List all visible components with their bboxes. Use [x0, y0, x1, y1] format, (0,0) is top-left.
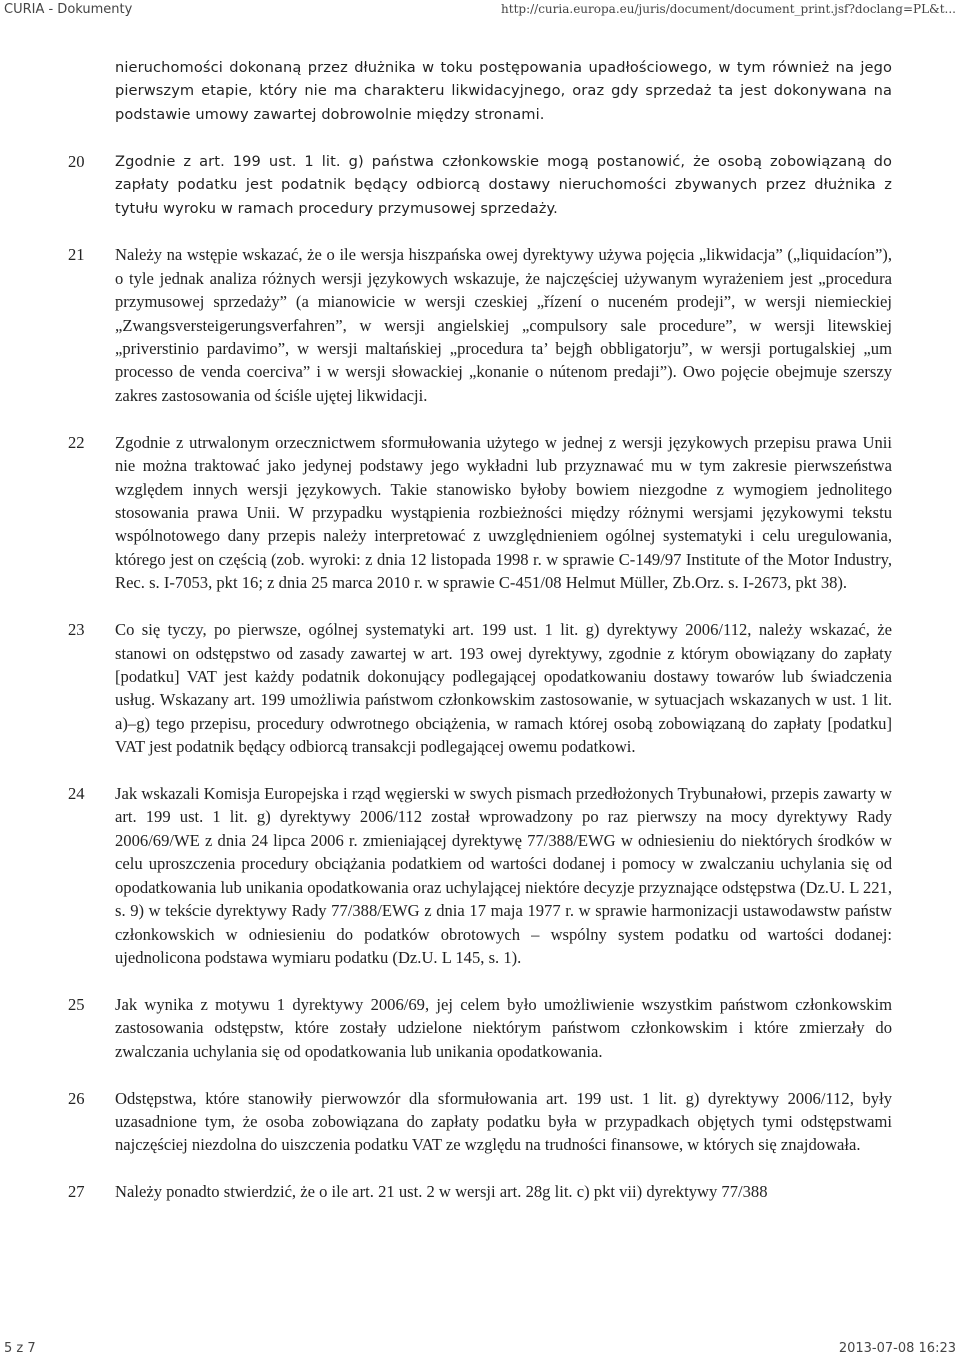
paragraph-27: [0, 1180, 960, 1203]
paragraph-text: Odstępstwa, które stanowiły pierwowzór dla sformułowania art. 199 ust. 1 lit. g) dyrektywy 2006/112, były uzasadnione tym, że osoba zobowiązana do zapłaty podatku była w przypadkach objętych tymi odstępstwami najczęściej niezdolna do uiszczenia podatku VAT ze względu na trudności finansowe, w których się znajdowała.: [115, 1088, 892, 1155]
document-body: [0, 56, 960, 1204]
paragraph-number: 21: [68, 245, 85, 265]
paragraph-text: Jak wynika z motywu 1 dyrektywy 2006/69, jej celem było umożliwienie wszystkim państwom członkowskim zastosowania odstępstw, które zostały udzielone niektórym państwom członkowskim i które zmierzały do zwalczania uchylania się od opodatkowania lub unikania opodatkowania.: [115, 994, 892, 1061]
paragraph-text: Zgodnie z utrwalonym orzecznictwem sformułowania użytego w jednej z wersji językowych przepisu prawa Unii nie można traktować jako jedynej podstawy jego wykładni lub przyznawać mu w tym zakresie pierwszeństwa względem innych wersji językowych. Takie stanowisko byłoby bowiem niezgodne z wymogiem jednolitego stosowania prawa Unii. W przypadku wystąpienia rozbieżności między różnymi wersjami językowymi tekstu wspólnotowego dany przepis należy interpretować z uwzględnieniem ogólnej systematyki i celu uregulowania, którego jest on częścią (zob. wyroki: z dnia 12 listopada 1998 r. w sprawie C-149/97 Institute of the Motor Industry, Rec. s. I-7053, pkt 16; z dnia 25 marca 2010 r. w sprawie C-451/08 Helmut Müller, Zb.Orz. s. I-2673, pkt 38).: [115, 432, 892, 593]
paragraph-21: [0, 243, 960, 407]
paragraph-number: 23: [68, 620, 85, 640]
print-datetime: 2013-07-08 16:23: [838, 1341, 956, 1356]
paragraph-number: 22: [68, 432, 85, 452]
paragraph-25: [0, 993, 960, 1063]
paragraph-text: Należy ponadto stwierdzić, że o ile art. 21 ust. 2 w wersji art. 28g lit. c) pkt vii) dyrektywy 77/388: [115, 1182, 768, 1202]
paragraph-22: [0, 431, 960, 595]
paragraph-number: 20: [68, 151, 85, 171]
page-title: CURIA - Dokumenty: [4, 2, 133, 17]
paragraph-number: 26: [68, 1088, 85, 1108]
paragraph-text: Należy na wstępie wskazać, że o ile wersja hiszpańska owej dyrektywy używa pojęcia „likwidacja” („liquidacíon”), o tyle jednak analiza różnych wersji językowych wskazuje, że najczęściej używanym wyrażeniem jest „procedura przymusowej sprzedaży” (a mianowicie w wersji czeskiej „řízení o nuceném prodeji”, w wersji niemieckiej „Zwangsversteigerungsverfahren”, w wersji angielskiej „compulsory sale procedure”, w wersji litewskiej „priverstinio pardavimo”, w wersji maltańskiej „procedura ta’ bejgħ obbligatorju”, w wersji portugalskiej „um processo de venda coerciva” i w wersji słowackiej „konanie o nútenom predaji”). Owo pojęcie obejmuje szerszy zakres zastosowania od ściśle ujętej likwidacji.: [115, 245, 892, 405]
page-url[interactable]: http://curia.europa.eu/juris/document/document_print.jsf?doclang=PL&t...: [501, 2, 956, 16]
print-header: [0, 0, 960, 18]
paragraph-text: Jak wskazali Komisja Europejska i rząd węgierski w swych pismach przedłożonych Trybunałowi, przepis zawarty w art. 199 ust. 1 lit. g) dyrektywy 2006/112 został wprowadzony po raz pierwszy na mocy dyrektywy Rady 2006/69/WE z dnia 24 lipca 2006 r. zmieniającej dyrektywę 77/388/EWG w odniesieniu do niektórych środków w celu uproszczenia procedury obciążania podatkiem od wartości dodanej i pomocy w zwalczaniu uchylania się od opodatkowania lub unikania opodatkowania oraz uchylającej niektóre decyzje przyznające odstępstwa (Dz.U. L 221, s. 9) w tekście dyrektywy Rady 77/388/EWG z dnia 17 maja 1977 r. w sprawie harmonizacji ustawodawstw państw członkowskich w odniesieniu do podatków obrotowych – wspólny system podatku od wartości dodanej: ujednolicona podstawa wymiaru podatku (Dz.U. L 145, s. 1).: [115, 784, 892, 967]
page-counter: 5 z 7: [4, 1341, 36, 1356]
paragraph-continuation: [0, 56, 960, 126]
paragraph-text: Zgodnie z art. 199 ust. 1 lit. g) państwa członkowskie mogą postanowić, że osobą zobowiązaną do zapłaty podatku jest podatnik będący odbiorcą dostawy nieruchomości zbywanych przez dłużnika z tytułu wyroku w ramach procedury przymusowej sprzedaży.: [115, 152, 892, 217]
paragraph-26: [0, 1087, 960, 1157]
paragraph-20: [0, 150, 960, 220]
paragraph-number: 25: [68, 994, 85, 1014]
paragraph-text: Co się tyczy, po pierwsze, ogólnej systematyki art. 199 ust. 1 lit. g) dyrektywy 2006/112, należy wskazać, że stanowi on odstępstwo od zasady zawartej w art. 193 owej dyrektywy, zgodnie z którym obowiązany do zapłaty [podatku] VAT jest każdy podatnik dokonujący podlegającej opodatkowaniu dostawy towarów lub świadczenia usług. Wskazany art. 199 umożliwia państwom członkowskim zastosowanie, w sytuacjach wskazanych w ust. 1 lit. a)–g) tego przepisu, procedury odwrotnego obciążenia, w ramach której osobą zobowiązaną do zapłaty [podatku] VAT jest podatnik będący odbiorcą transakcji podlegającej owemu podatkowi.: [115, 620, 892, 757]
print-footer: [0, 1339, 960, 1357]
paragraph-text: nieruchomości dokonaną przez dłużnika w toku postępowania upadłościowego, w tym również na jego pierwszym etapie, który nie ma charakteru likwidacyjnego, oraz gdy sprzedaż ta jest dokonywana na podstawie umowy zawartej dobrowolnie między stronami.: [115, 59, 892, 123]
paragraph-23: [0, 618, 960, 758]
paragraph-number: 27: [68, 1182, 85, 1202]
paragraph-24: [0, 782, 960, 969]
paragraph-number: 24: [68, 784, 85, 804]
